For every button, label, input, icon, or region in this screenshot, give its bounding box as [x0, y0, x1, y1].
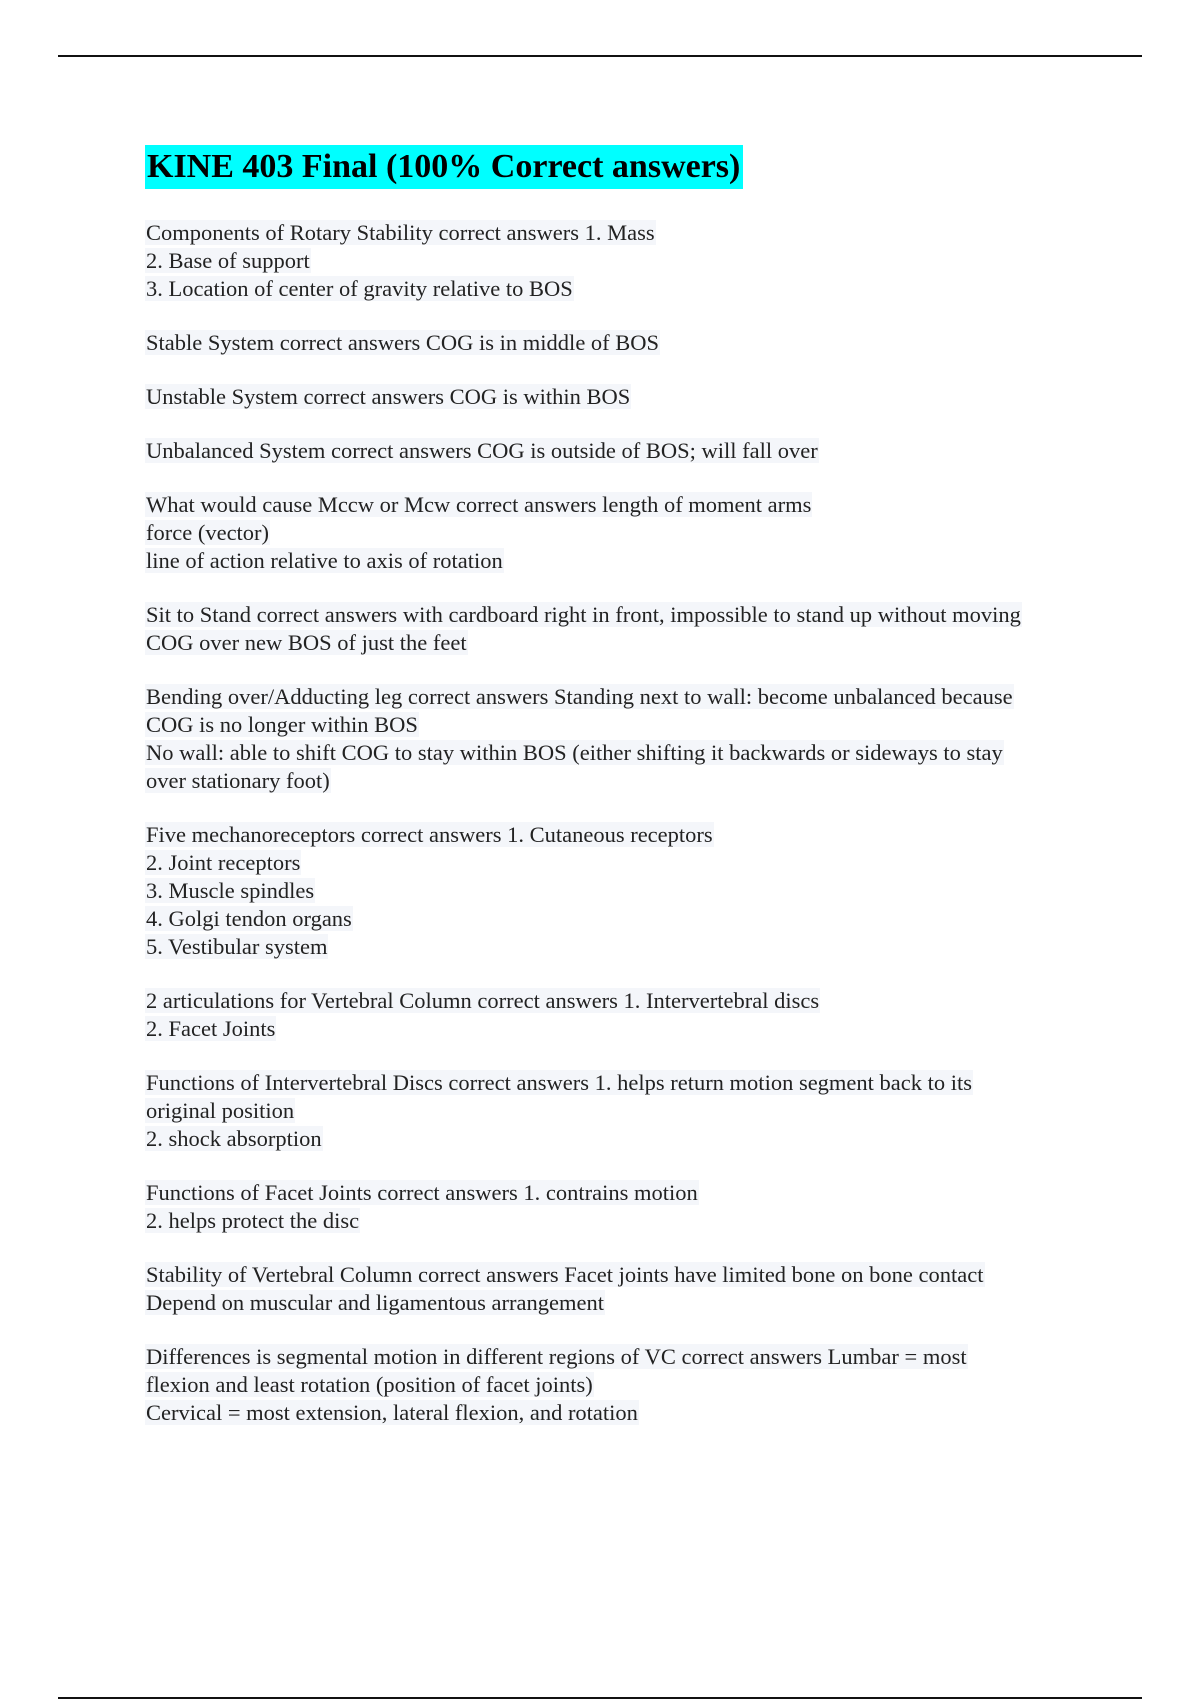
flashcard-line: line of action relative to axis of rotation: [146, 548, 503, 573]
flashcard-line: 2. helps protect the disc: [146, 1208, 360, 1233]
flashcard-list: [145, 219, 1105, 1427]
flashcard-line: over stationary foot): [146, 768, 330, 793]
flashcard-line: 2. Joint receptors: [146, 850, 301, 875]
flashcard-line: 5. Vestibular system: [146, 934, 328, 959]
flashcard: [145, 821, 1105, 961]
flashcard: [145, 987, 1105, 1043]
flashcard-line: COG is no longer within BOS: [146, 712, 418, 737]
flashcard-line: 2. shock absorption: [146, 1126, 322, 1151]
flashcard: [145, 601, 1105, 657]
flashcard-line: Differences is segmental motion in different regions of VC correct answers Lumbar = most: [146, 1344, 967, 1369]
flashcard: [145, 1179, 1105, 1235]
flashcard: [145, 1069, 1105, 1153]
flashcard: [145, 491, 1105, 575]
flashcard-line: What would cause Mccw or Mcw correct answers length of moment arms: [146, 492, 812, 517]
flashcard-line: Depend on muscular and ligamentous arrangement: [146, 1290, 604, 1315]
flashcard-line: original position: [146, 1098, 295, 1123]
flashcard: [145, 437, 1105, 465]
flashcard-line: 2. Base of support: [146, 248, 310, 273]
flashcard-line: Bending over/Adducting leg correct answers Standing next to wall: become unbalanced because: [146, 684, 1013, 709]
flashcard-line: 2 articulations for Vertebral Column correct answers 1. Intervertebral discs: [146, 988, 820, 1013]
flashcard-line: 3. Muscle spindles: [146, 878, 315, 903]
flashcard-line: Functions of Intervertebral Discs correct answers 1. helps return motion segment back to its: [146, 1070, 973, 1095]
bottom-rule: [58, 1697, 1142, 1699]
flashcard-line: 2. Facet Joints: [146, 1016, 276, 1041]
flashcard: [145, 1343, 1105, 1427]
flashcard-line: Sit to Stand correct answers with cardboard right in front, impossible to stand up without moving: [146, 602, 1021, 627]
flashcard-line: Components of Rotary Stability correct answers 1. Mass: [146, 220, 655, 245]
flashcard-line: flexion and least rotation (position of facet joints): [146, 1372, 593, 1397]
flashcard-line: Unstable System correct answers COG is within BOS: [146, 384, 631, 409]
document-title: KINE 403 Final (100% Correct answers): [145, 145, 743, 189]
flashcard-line: force (vector): [146, 520, 270, 545]
flashcard-line: 3. Location of center of gravity relative to BOS: [146, 276, 573, 301]
document-page: [145, 145, 1105, 1453]
flashcard: [145, 683, 1105, 795]
flashcard: [145, 329, 1105, 357]
flashcard: [145, 383, 1105, 411]
flashcard-line: Cervical = most extension, lateral flexion, and rotation: [146, 1400, 638, 1425]
top-rule: [58, 55, 1142, 57]
flashcard: [145, 1261, 1105, 1317]
flashcard-line: 4. Golgi tendon organs: [146, 906, 352, 931]
flashcard-line: Stable System correct answers COG is in middle of BOS: [146, 330, 660, 355]
flashcard-line: No wall: able to shift COG to stay within BOS (either shifting it backwards or sideways to stay: [146, 740, 1003, 765]
flashcard-line: Unbalanced System correct answers COG is outside of BOS; will fall over: [146, 438, 818, 463]
flashcard-line: Functions of Facet Joints correct answers 1. contrains motion: [146, 1180, 698, 1205]
flashcard-line: Five mechanoreceptors correct answers 1. Cutaneous receptors: [146, 822, 713, 847]
flashcard: [145, 219, 1105, 303]
flashcard-line: COG over new BOS of just the feet: [146, 630, 467, 655]
flashcard-line: Stability of Vertebral Column correct answers Facet joints have limited bone on bone contact: [146, 1262, 984, 1287]
